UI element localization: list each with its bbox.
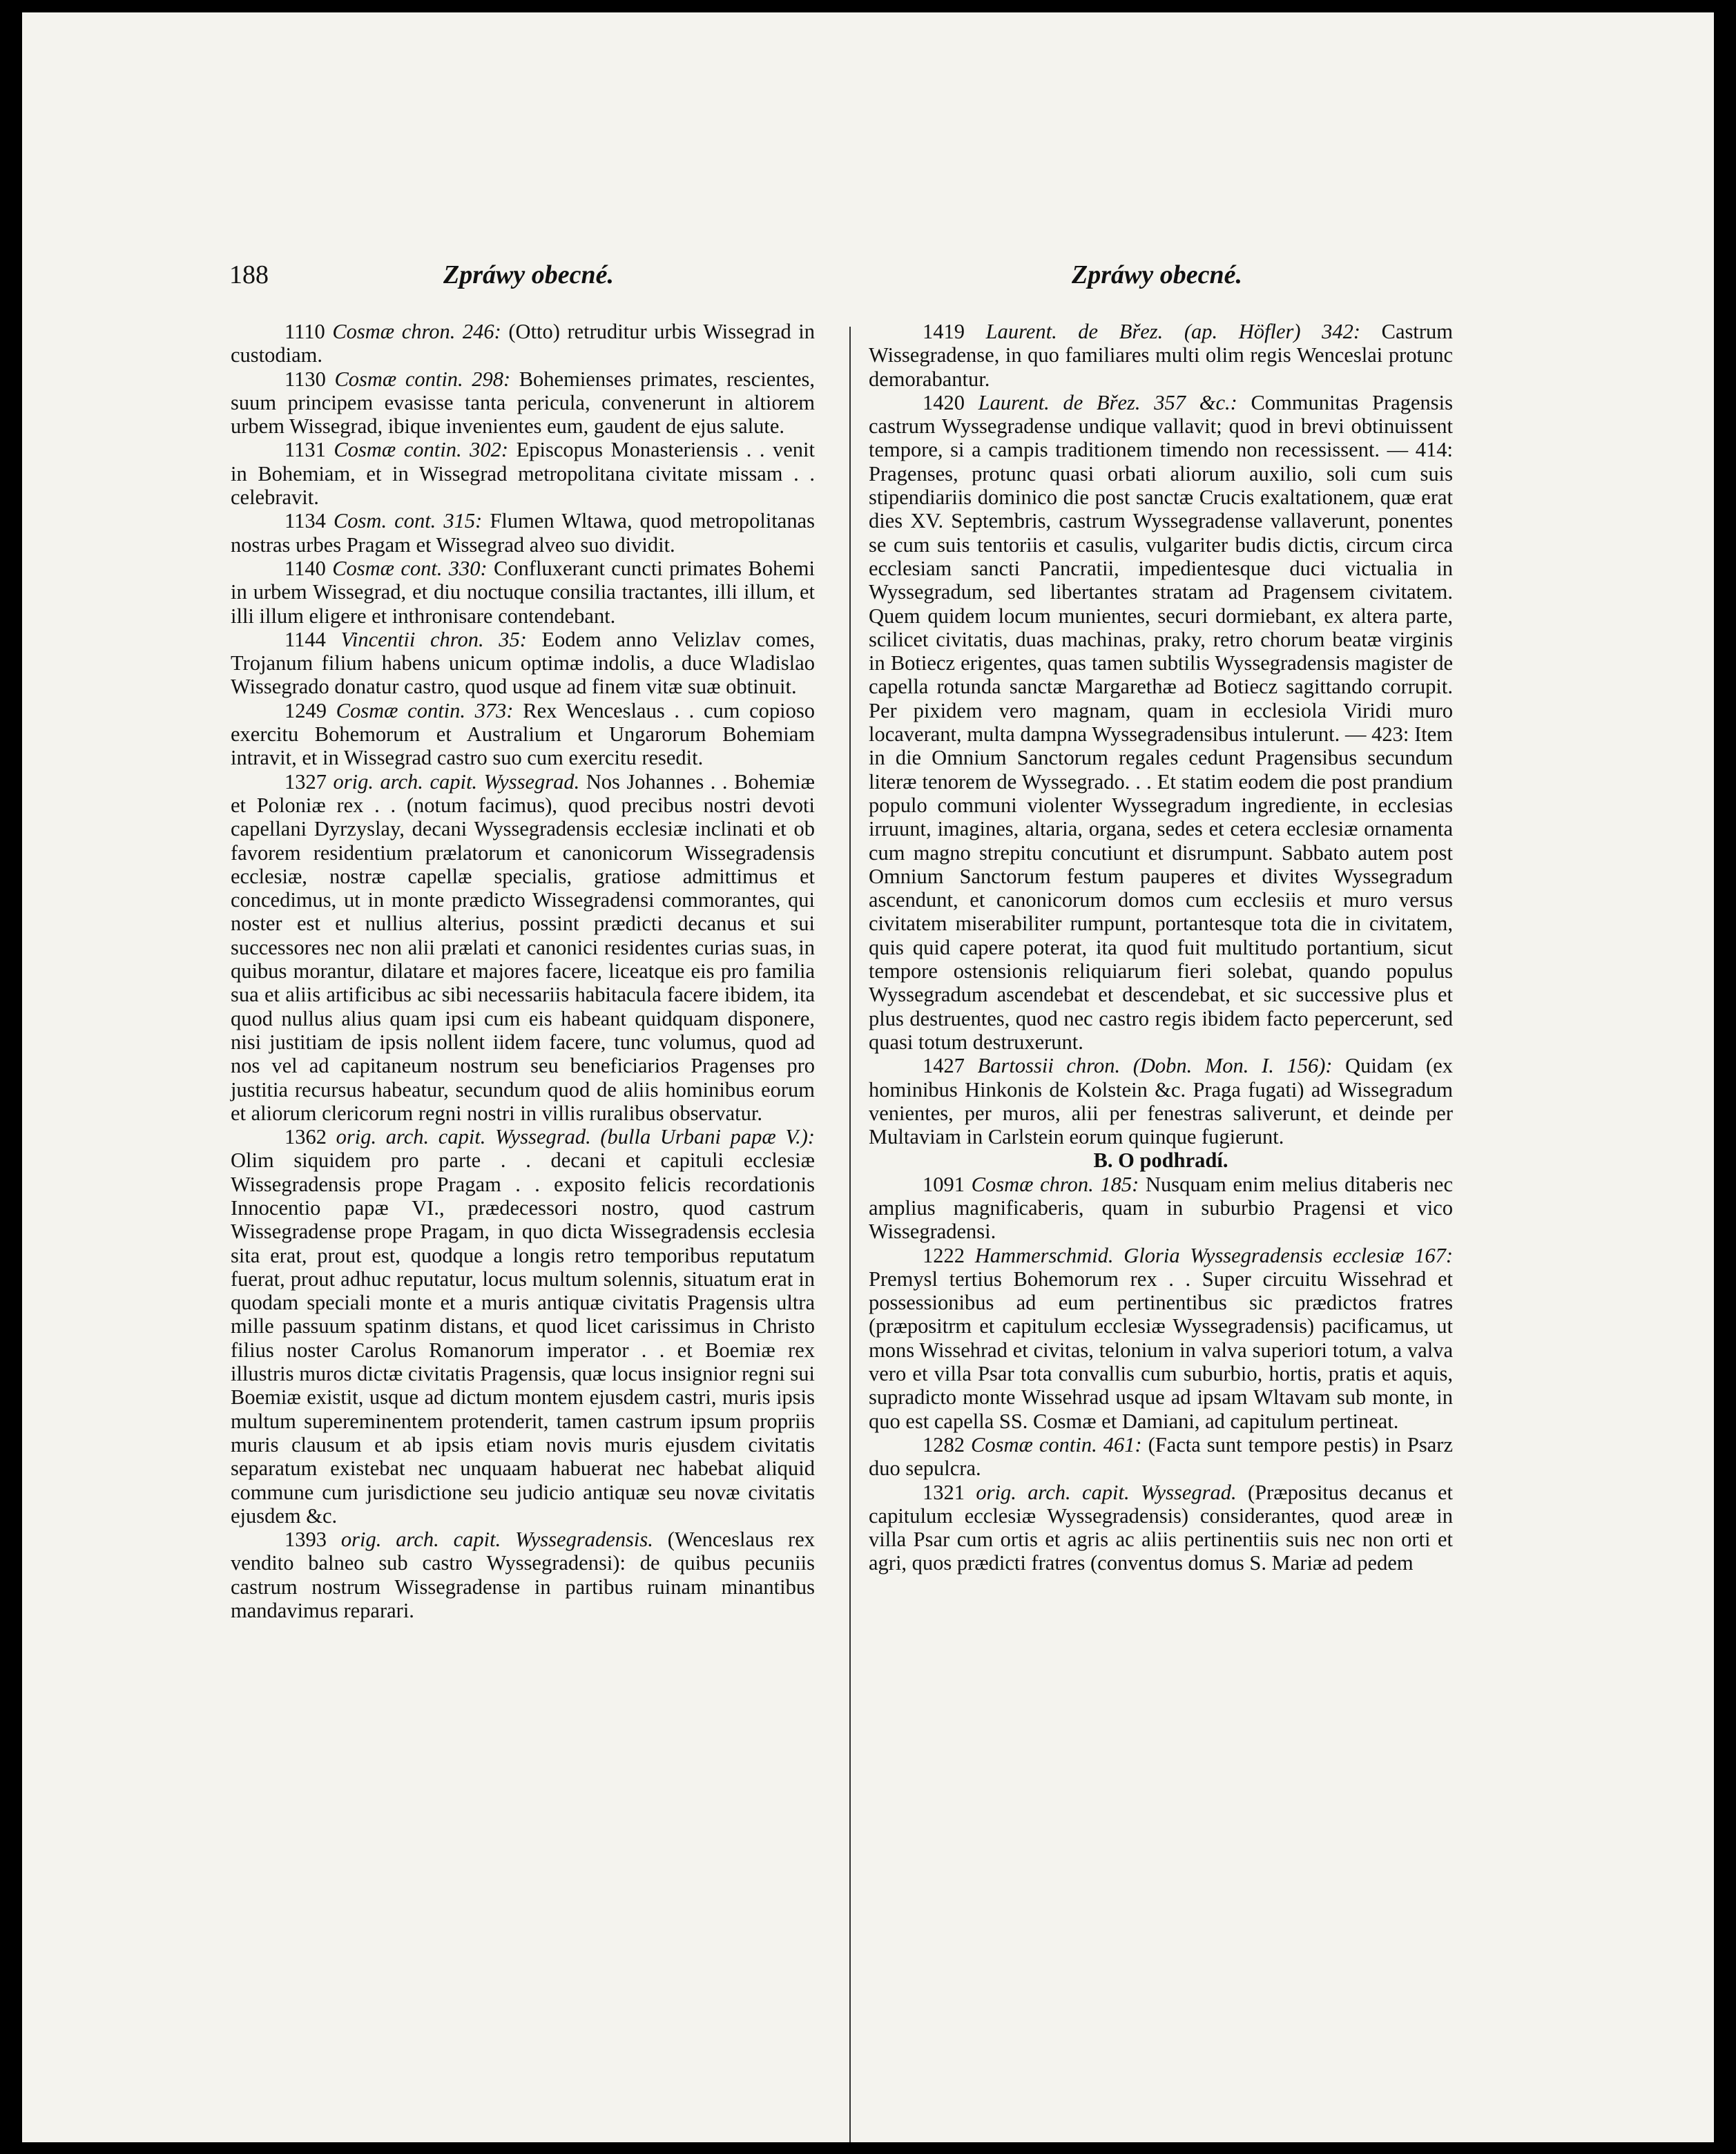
entry-paragraph bbox=[869, 391, 1453, 1054]
entry-paragraph bbox=[869, 320, 1453, 391]
entry-text: Rex Wenceslaus . . cum copioso exercitu Bohemorum et Australium et Ungarorum Bohemiam intravit, et in Wissegrad castro suo cum exercitu resedit. bbox=[231, 698, 815, 770]
entry-text: Quidam (ex hominibus Hinkonis de Kolstein &c. Praga fugati) ad Wissegradum venientes, per muros, alii per fenestras saliverunt, et deinde per Multaviam in Carlstein eorum quinque fugierunt. bbox=[869, 1054, 1453, 1149]
document-page bbox=[22, 12, 1714, 2142]
entry-paragraph bbox=[231, 367, 815, 439]
entry-text: Confluxerant cuncti primates Bohemi in urbem Wissegrad, et diu noctuque consilia tractantes, illi illum, et illi illum eligere et inthronisare contendebant. bbox=[231, 556, 815, 628]
entry-text: Flumen Wltawa, quod metropolitanas nostras urbes Pragam et Wissegrad alveo suo dividit. bbox=[231, 509, 815, 557]
entry-year: 1131 bbox=[284, 438, 326, 462]
entry-text: Episcopus Monasteriensis . . venit in Bohemiam, et in Wissegrad metropolitana civitate missam . . celebravit. bbox=[231, 438, 815, 510]
entry-text: (Wenceslaus rex vendito balneo sub castro Wyssegradensi): de quibus pecuniis castrum nostrum Wissegradense in partibus ruinam minantibus mandavimus reparari. bbox=[231, 1528, 815, 1623]
entry-source: Cosmæ cont. 330: bbox=[332, 556, 488, 580]
entry-text: Olim siquidem pro parte . . decani et capituli ecclesiæ Wissegradensis prope Pragam . . exposito felicis recordationis Innocentio papæ VI., prædecessori nostro, quod castrum Wissegradense prope Pragam, in quo dicta Wissegradensis ecclesia sita erat, prout est, quodque a longis retro temporibus reputatum fuerat, prout adhuc reputatur, locus multum solennis, situatum erat in quodam speciali monte et a muris antiquæ civitatis Pragensis ultra mille passuum spatinm distans, et quod licet carissimus in Christo filius noster Carolus Romanorum imperator . . et Boemiæ rex illustris muros dictæ civitatis Pragensis, quæ locus insignior regni sui Boemiæ existit, usque ad dictum montem ejusdem castri, muris ipsis multum supereminentem protenderit, tamen castrum ipsum propriis muris clausum et ab ipsis etiam novis muris ejusdem civitatis separatum existebat nec unquaam habuerat nec habebat aliquid commune cum jurisdictione seu judicio antiquæ seu novæ civitatis ejusdem &c. bbox=[231, 1148, 815, 1528]
entry-year: 1393 bbox=[284, 1528, 327, 1552]
entry-source: Laurent. de Břez. (ap. Höfler) 342: bbox=[985, 320, 1361, 343]
entry-paragraph bbox=[869, 1481, 1453, 1575]
entry-source: Cosmæ chron. 185: bbox=[971, 1172, 1139, 1196]
entry-year: 1134 bbox=[284, 509, 326, 533]
entry-paragraph bbox=[231, 699, 815, 770]
entry-paragraph bbox=[231, 557, 815, 628]
entry-paragraph bbox=[869, 1433, 1453, 1481]
entry-paragraph bbox=[231, 438, 815, 509]
running-title-right: Zpráwy obecné. bbox=[1072, 260, 1242, 289]
entry-source: Cosmæ contin. 461: bbox=[971, 1432, 1142, 1456]
entry-paragraph bbox=[231, 320, 815, 367]
entry-paragraph bbox=[231, 770, 815, 1125]
entry-text: Communitas Pragensis castrum Wyssegradense undique vallavit; quod in brevi obtinuissent tempore, si a campis traditionem timendo non recessissent. — 414: Pragenses, protunc quasi orbati aliorum auxilio, soli cum suis stipendiariis dominico die post sanctæ Crucis exaltationem, quæ erat dies XV. Septembris, castrum Wyssegradense vallaverunt, ponentes se cum suis tentoriis et casulis, vulgariter budis dictis, circum circa ecclesiam sancti Pancratii, impedientesque duci victualia in Wyssegradum, sed libertantes stratam ad Pragensem civitatem. Quem quidem locum munientes, securi dormiebant, ex altera parte, scilicet civitatis, duas machinas, praky, retro chorum beatæ virginis in Botiecz erigentes, quas tamen subtilis Wyssegradensis magister de capella rotunda sanctæ Margarethæ ad Botiecz sagittando corrupit. Per pixidem vero magnam, quam in ecclesiola Viridi muro locaverant, multa dampna Wyssegradensibus intulerunt. — 423: Item in die Omnium Sanctorum regales cedunt Pragensibus secundum literæ tenorem de Wyssegrado. . . Et statim eodem die post prandium populo communi violenter Wyssegradum ingrediente, in ecclesias irruunt, imagines, altaria, organa, sedes et cetera ecclesiæ ornamenta cum magno strepitu concutiunt et disrumpunt. Sabbato autem post Omnium Sanctorum festum pauperes et divites Wyssegradum ascendunt, et canonicorum domos cum ecclesiis et muro versus civitatem miserabiliter rumpunt, portantesque tota die in civitatem, quis quid capere poterat, ita quod fuit multitudo portantium, sicut tempore ostensionis reliquiarum fieri solebat, quando populus Wyssegradum ascendebat et descendebat, et sic successive plus et plus destruentes, quod nec castro regis ibidem facto pepercerunt, sed quasi totum destruxerunt. bbox=[869, 390, 1453, 1054]
entry-source: Cosmæ contin. 302: bbox=[334, 438, 509, 462]
entry-text: Premysl tertius Bohemorum rex . . Super circuitu Wissehrad et possessionibus ad eum pertinentibus sic prædictos fratres (præpositrm et capitulum ecclesiæ Wyssegradensis) pacificamus, ut mons Wissehrad et civitas, telonium in valva superiori totum, a valva vero et villa Psar tota convallis cum suburbio, hortis, pratis et aquis, supradicto monte Wissehrad usque ad ipsam Wltavam sub monte, in quo est capella SS. Cosmæ et Damiani, ad capitulum pertineat. bbox=[869, 1267, 1453, 1433]
entry-source: Cosmæ chron. 246: bbox=[332, 320, 501, 343]
entry-year: 1130 bbox=[284, 367, 326, 391]
entry-year: 1282 bbox=[923, 1432, 965, 1456]
entry-source: Cosm. cont. 315: bbox=[333, 509, 483, 533]
entry-source: orig. arch. capit. Wyssegrad. bbox=[976, 1480, 1237, 1504]
entry-year: 1420 bbox=[923, 390, 965, 414]
entry-source: Cosmæ contin. 373: bbox=[336, 698, 514, 722]
entry-text: Castrum Wissegradense, in quo familiares multi olim regis Wenceslai protunc demorabantur. bbox=[869, 320, 1453, 391]
running-title-left: Zpráwy obecné. bbox=[443, 260, 614, 289]
entry-paragraph bbox=[231, 509, 815, 557]
entry-text: (Otto) retruditur urbis Wissegrad in custodiam. bbox=[231, 320, 816, 367]
section-title: B. O podhradí. bbox=[1093, 1148, 1228, 1173]
right-column bbox=[869, 320, 1453, 1575]
entry-source: Cosmæ contin. 298: bbox=[334, 367, 511, 391]
entry-source: Laurent. de Břez. 357 &c.: bbox=[978, 390, 1237, 414]
entry-source: Bartossii chron. (Dobn. Mon. I. 156): bbox=[977, 1054, 1333, 1078]
entry-text: Bohemienses primates, rescientes, suum principem evasisse tanta pericula, convenerunt in altiorem urbem Wissegrad, ibique invenientes eum, gaudent de ejus salute. bbox=[231, 367, 815, 439]
entry-paragraph bbox=[231, 1125, 815, 1528]
entry-text: Nos Johannes . . Bohemiæ et Poloniæ rex . . (notum facimus), quod precibus nostri devoti capellani Dyrzyslay, decani Wyssegradensis ecclesiæ inclinati et ob favorem residentium prælatorum et canonicorum Wissegradensis ecclesiæ, nostræ capellæ specialis, gratiose admittimus et concedimus, ut in monte prædicto Wissegradensi commorantes, qui noster est et nullius alterius, possint prædicti decanus et sui successores nec non alii prælati et canonici residentes curias suas, in quibus morantur, dilatare et majores facere, liceatque eis pro familia sua et aliis artificibus ac sibi necessariis habitacula facere ibidem, ita quod nullus alius quam ipsi cum eis habeant quidquam disponere, nisi justitiam de ipsis nollent iidem facere, tunc volumus, quod ad nos vel ad capitaneum nostrum seu beneficiarios Pragenses pro justitia recursus habeatur, secundum quod de aliis hominibus eorum et aliorum clericorum regni nostri in villis ruralibus observatur. bbox=[231, 769, 815, 1125]
entry-year: 1091 bbox=[923, 1172, 965, 1196]
entry-year: 1362 bbox=[284, 1125, 327, 1149]
entry-paragraph bbox=[869, 1054, 1453, 1148]
entry-source: orig. arch. capit. Wyssegrad. (bulla Urbani papæ V.): bbox=[336, 1125, 816, 1149]
entry-year: 1144 bbox=[284, 627, 326, 651]
entry-paragraph bbox=[231, 1528, 815, 1622]
entry-text: (Præpositus decanus et capitulum ecclesiæ Wyssegradensis) considerantes, quod areæ in villa Psar cum ortis et agris ac aliis pertinentiis suis nec non orti et agri, quos prædicti fratres (conventus domus S. Mariæ ad pedem bbox=[869, 1480, 1453, 1575]
entry-text: (Facta sunt tempore pestis) in Psarz duo sepulcra. bbox=[869, 1432, 1453, 1481]
entry-year: 1249 bbox=[284, 698, 327, 722]
entry-source: orig. arch. capit. Wyssegradensis. bbox=[340, 1528, 653, 1552]
left-column bbox=[231, 320, 815, 1622]
entry-year: 1327 bbox=[284, 769, 327, 794]
entry-year: 1140 bbox=[284, 556, 326, 580]
entry-source: Hammerschmid. Gloria Wyssegradensis ecclesiæ 167: bbox=[974, 1243, 1454, 1267]
entry-text: Nusquam enim melius ditaberis nec amplius magnificaberis, quam in suburbio Pragensi et vico Wissegradensi. bbox=[869, 1172, 1454, 1244]
entry-year: 1321 bbox=[923, 1480, 965, 1504]
entry-year: 1427 bbox=[923, 1054, 965, 1078]
entry-paragraph bbox=[231, 628, 815, 699]
entry-paragraph bbox=[869, 1244, 1453, 1433]
page-number: 188 bbox=[229, 260, 269, 289]
entry-text: Eodem anno Velizlav comes, Trojanum filium habens unicum optimæ indolis, a duce Wladislao Wissegrado donatur castro, quod usque ad finem vitæ suæ obtinuit. bbox=[231, 627, 815, 699]
column-divider bbox=[849, 327, 851, 2142]
entry-year: 1110 bbox=[284, 320, 325, 343]
entry-source: Vincentii chron. 35: bbox=[340, 627, 527, 651]
entry-source: orig. arch. capit. Wyssegrad. bbox=[333, 769, 580, 794]
entry-paragraph bbox=[869, 1173, 1453, 1244]
entry-year: 1419 bbox=[923, 320, 965, 343]
entry-year: 1222 bbox=[923, 1243, 965, 1267]
